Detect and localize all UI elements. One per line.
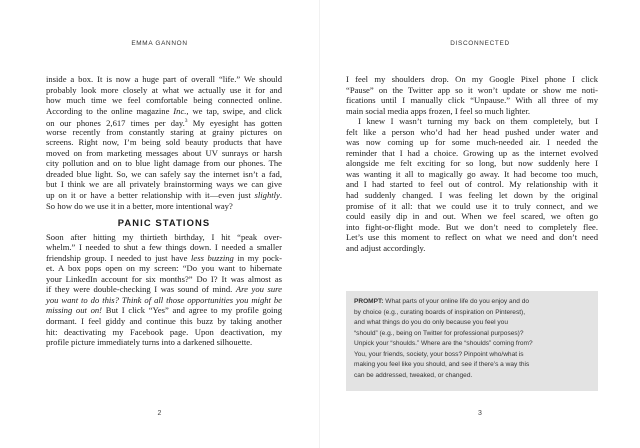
prompt-box — [346, 291, 598, 391]
emphasis-slightly: slightly — [254, 190, 280, 201]
right-page — [320, 0, 640, 448]
running-head-author: EMMA GANNON — [131, 40, 188, 47]
text-line: dormant. I feel giddy and continue this buzz by taking another — [46, 316, 282, 327]
text-line: worse recently from constantly staring at grainy pictures on — [46, 126, 282, 137]
text-line: probably look more closely at what we actually use it for and — [46, 84, 282, 95]
text-line: friendship group. I needed to just have less buzzing in my pock- — [46, 252, 282, 263]
right-paragraph-2 — [346, 116, 598, 253]
text-line: profile picture immediately turns into a darkened silhouette. — [46, 337, 253, 348]
text-line: alongside me felt exciting for so long, but now suddenly here I — [346, 158, 598, 169]
text-line: felt like a person who’d had her head pushed under water and — [346, 126, 598, 137]
prompt-line: You, your friends, society, your boss? Pinpoint who/what is — [354, 350, 524, 358]
prompt-line: making you feel like you should, and see if there’s a way this — [354, 361, 530, 368]
emphasis-are-you-sure: Are you sure — [235, 284, 282, 295]
text-line: “Pause” on the Twitter app so it won’t update or show me noti- — [346, 84, 598, 95]
text-line: I feel my shoulders drop. On my Google Pixel phone I click — [346, 74, 598, 84]
prompt-line: can be addressed, tweaked, or changed. — [354, 371, 473, 379]
text-line: if they were double-checking I was sound of mind. Are you sure — [46, 284, 282, 295]
text-line: Soon after hitting my thirtieth birthday, I hit “peak over- — [46, 231, 282, 242]
text-line: inside a box. It is now a huge part of overall “life.” We should — [46, 74, 282, 84]
text-line: and I had started to feel out of control. My relationship with it — [346, 179, 598, 190]
running-head-title: DISCONNECTED — [450, 40, 510, 47]
text-line: into fight-or-flight mode. But we don’t need to completely flee. — [346, 221, 598, 232]
text-line: how much time we feel comfortable being connected online. — [46, 95, 282, 106]
text-line: hit: deactivating my Facebook page. Upon deactivation, my — [46, 326, 282, 337]
text-line: main social media apps frozen, I feel so much lighter. — [346, 105, 530, 116]
text-line: on our phones 2,617 times per day.$^3$ My eyesight has gotten — [46, 118, 282, 129]
text-line: whelm.” I needed to shut a few things down. I needed a smaller — [46, 242, 282, 253]
left-body-text — [46, 74, 282, 348]
magazine-name: Inc. — [173, 105, 187, 116]
text-line: screens. Right now, I’m being sold beauty products that have — [46, 137, 282, 148]
section-heading: PANIC STATIONS — [117, 217, 211, 229]
text-line: city pollution and on to blue light damage from our phones. The — [46, 158, 282, 169]
prompt-line: and what things do you do only because you feel you — [354, 319, 508, 326]
prompt-line: “should” (e.g., being on Twitter for professional purposes)? — [354, 329, 524, 337]
footnote-marker: 3 — [184, 118, 188, 125]
left-paragraph-1 — [46, 74, 282, 211]
prompt-line: PROMPT: What parts of your online life do you enjoy and do — [354, 298, 530, 305]
text-line: up on it or have a better relationship with it—even just slightly. — [46, 190, 282, 201]
text-line: reminder that I had a choice. Growing up as the internet evolved — [346, 147, 598, 158]
text-line: had suddenly changed. I was feeling let down by the original — [346, 190, 598, 201]
text-line: promise of it all: that we could use it to truly connect, and we — [346, 200, 598, 211]
page-number-left: 2 — [157, 410, 162, 417]
text-line: So how do we use it in a better, more intentional way? — [46, 200, 233, 211]
text-line: I knew I wasn’t turning my back on them completely, but I — [358, 116, 598, 127]
text-line: you want to do this? Think of all those opportunities you might be — [46, 294, 282, 305]
text-line: could easily dip in and out. When we feel scared, we often go — [346, 211, 598, 222]
page-number-right: 3 — [478, 410, 482, 417]
text-line: Let’s use this moment to reflect on what we need and don’t need — [346, 232, 598, 243]
right-body-text — [346, 74, 598, 253]
text-line: your LinkedIn account for six months?” Do I? It was almost as — [46, 273, 282, 284]
text-line: According to the online magazine Inc., we tap, swipe, and click — [46, 105, 282, 116]
text-line: was now coming up for some much-needed air. I needed the — [346, 137, 598, 148]
text-line: fications until I manually click “Unpause.” With all three of my — [346, 95, 598, 106]
right-paragraph-1 — [346, 74, 598, 116]
prompt-line: by choice (e.g., curating boards of inspiration on Pinterest), — [354, 308, 526, 316]
text-line: was wanting it all to magically go away. It had become too much, — [346, 168, 598, 179]
text-line: moved on from marketing messages about UV sunrays or harsh — [46, 147, 282, 158]
text-line: and adjust accordingly. — [346, 242, 426, 253]
text-line: dreaded blue light. So, we can safely say the internet isn’t a fad, — [46, 168, 282, 179]
left-paragraph-2 — [46, 232, 282, 348]
text-line: missing out on! But I click “Yes” and agree to my profile going — [46, 305, 282, 316]
emphasis-less-buzzing: less buzzing — [191, 252, 234, 263]
text-line: et. A box pops open on my screen: “Do you want to hibernate — [46, 263, 282, 274]
text-line: but I think we are all privately brainstorming ways we can give — [46, 179, 282, 190]
prompt-line: Unpick your “shoulds.” Where are the “shoulds” coming from? — [354, 340, 533, 347]
prompt-label: PROMPT: — [354, 298, 384, 305]
